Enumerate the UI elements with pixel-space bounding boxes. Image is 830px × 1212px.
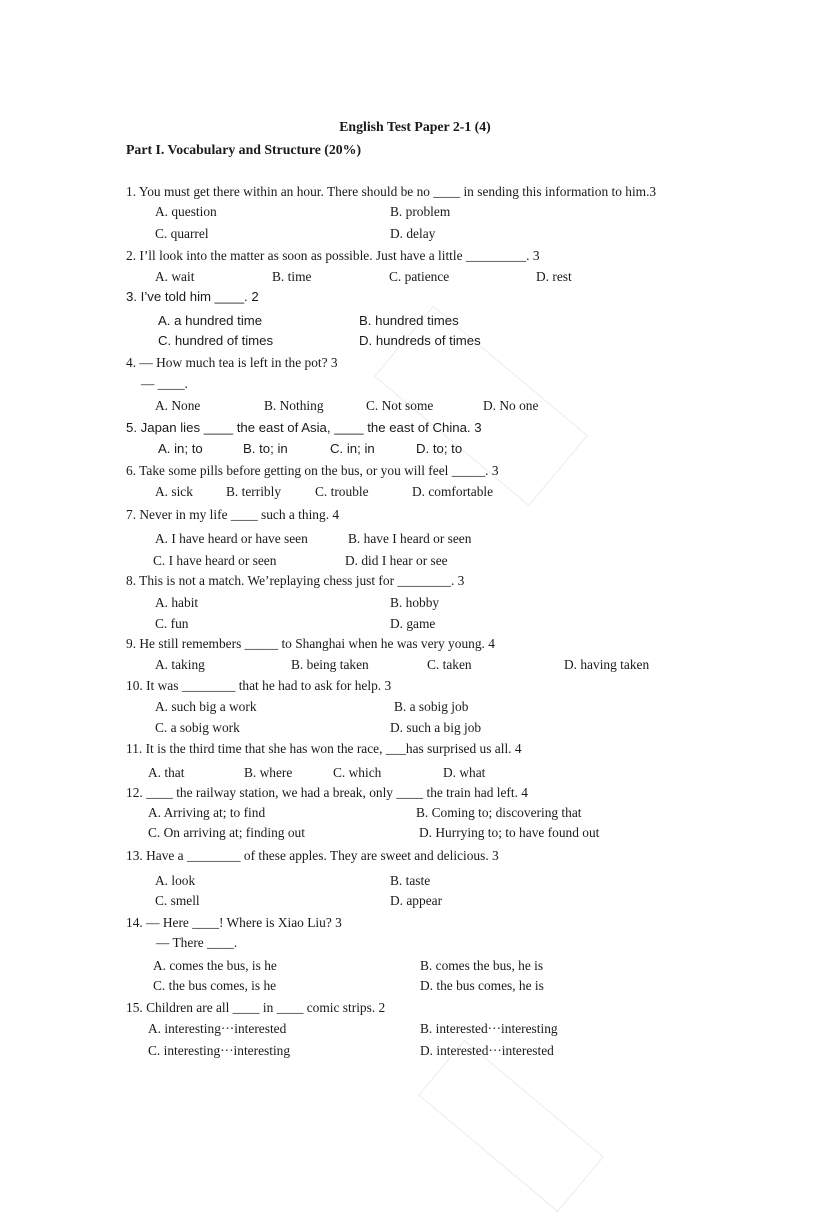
option-a[interactable]: A. interesting···interested	[148, 1021, 287, 1036]
option-b[interactable]: B. to; in	[243, 441, 288, 456]
section-heading: Part I. Vocabulary and Structure (20%)	[126, 142, 362, 157]
option-a[interactable]: A. sick	[155, 484, 193, 499]
option-c[interactable]: C. interesting···interesting	[148, 1043, 291, 1058]
option-d[interactable]: D. the bus comes, he is	[420, 978, 544, 993]
question-stem: 13. Have a ________ of these apples. They are sweet and delicious. 3	[126, 848, 499, 863]
option-a[interactable]: A. habit	[155, 595, 199, 610]
question-stem: 15. Children are all ____ in ____ comic strips. 2	[126, 1000, 386, 1015]
option-c[interactable]: C. Not some	[366, 398, 434, 413]
option-d[interactable]: D. Hurrying to; to have found out	[419, 825, 600, 840]
question-stem: 6. Take some pills before getting on the bus, or you will feel _____. 3	[126, 463, 499, 478]
option-c[interactable]: C. the bus comes, is he	[153, 978, 277, 993]
option-a[interactable]: A. such big a work	[155, 699, 257, 714]
option-b[interactable]: B. interested···interesting	[420, 1021, 558, 1036]
option-c[interactable]: C. On arriving at; finding out	[148, 825, 305, 840]
option-d[interactable]: D. having taken	[564, 657, 650, 672]
question-stem: 2. I’ll look into the matter as soon as possible. Just have a little _________. 3	[126, 248, 540, 263]
option-c[interactable]: C. trouble	[315, 484, 369, 499]
option-d[interactable]: D. game	[390, 616, 436, 631]
option-b[interactable]: B. being taken	[291, 657, 369, 672]
option-c[interactable]: C. a sobig work	[155, 720, 240, 735]
option-c[interactable]: C. which	[333, 765, 382, 780]
question-stem: 12. ____ the railway station, we had a break, only ____ the train had left. 4	[126, 785, 528, 800]
option-c[interactable]: C. I have heard or seen	[153, 553, 277, 568]
question-stem: 9. He still remembers _____ to Shanghai when he was very young. 4	[126, 636, 495, 651]
option-b[interactable]: B. time	[272, 269, 312, 284]
option-a[interactable]: A. comes the bus, is he	[153, 958, 277, 973]
option-a[interactable]: A. Arriving at; to find	[148, 805, 266, 820]
option-d[interactable]: D. appear	[390, 893, 443, 908]
option-b[interactable]: B. Nothing	[264, 398, 324, 413]
option-b[interactable]: B. Coming to; discovering that	[416, 805, 582, 820]
option-c[interactable]: C. patience	[389, 269, 450, 284]
question-stem-reply: — ____.	[141, 376, 188, 391]
option-d[interactable]: D. interested···interested	[420, 1043, 554, 1058]
question-stem: 7. Never in my life ____ such a thing. 4	[126, 507, 340, 522]
option-b[interactable]: B. have I heard or seen	[348, 531, 472, 546]
option-a[interactable]: A. a hundred time	[158, 313, 263, 328]
question-stem: 10. It was ________ that he had to ask for help. 3	[126, 678, 392, 693]
option-a[interactable]: A. taking	[155, 657, 205, 672]
option-d[interactable]: D. hundreds of times	[359, 333, 481, 348]
option-b[interactable]: B. hobby	[390, 595, 440, 610]
page-title: English Test Paper 2-1 (4)	[339, 119, 491, 134]
option-b[interactable]: B. problem	[390, 204, 451, 219]
option-b[interactable]: B. hundred times	[359, 313, 459, 328]
option-b[interactable]: B. taste	[390, 873, 431, 888]
option-b[interactable]: B. where	[244, 765, 293, 780]
option-c[interactable]: C. hundred of times	[158, 333, 274, 348]
option-d[interactable]: D. rest	[536, 269, 572, 284]
option-d[interactable]: D. did I hear or see	[345, 553, 448, 568]
question-stem: 3. I’ve told him ____. 2	[126, 289, 259, 304]
option-b[interactable]: B. a sobig job	[394, 699, 469, 714]
option-d[interactable]: D. delay	[390, 226, 436, 241]
option-a[interactable]: A. None	[155, 398, 201, 413]
option-b[interactable]: B. terribly	[226, 484, 282, 499]
question-stem: 5. Japan lies ____ the east of Asia, ____ the east of China. 3	[126, 420, 482, 435]
option-b[interactable]: B. comes the bus, he is	[420, 958, 544, 973]
option-d[interactable]: D. such a big job	[390, 720, 482, 735]
option-c[interactable]: C. taken	[427, 657, 472, 672]
option-a[interactable]: A. in; to	[158, 441, 203, 456]
question-stem: 8. This is not a match. We’replaying chess just for ________. 3	[126, 573, 465, 588]
question-stem: 1. You must get there within an hour. There should be no ____ in sending this information to him.3	[126, 184, 657, 199]
option-a[interactable]: A. I have heard or have seen	[155, 531, 308, 546]
option-d[interactable]: D. No one	[483, 398, 539, 413]
option-c[interactable]: C. in; in	[330, 441, 375, 456]
option-d[interactable]: D. to; to	[416, 441, 463, 456]
option-d[interactable]: D. comfortable	[412, 484, 494, 499]
option-a[interactable]: A. look	[155, 873, 196, 888]
option-d[interactable]: D. what	[443, 765, 486, 780]
option-a[interactable]: A. wait	[155, 269, 195, 284]
option-c[interactable]: C. smell	[155, 893, 200, 908]
question-stem: 14. — Here ____! Where is Xiao Liu? 3	[126, 915, 342, 930]
question-stem-reply: — There ____.	[156, 935, 238, 950]
option-a[interactable]: A. question	[155, 204, 217, 219]
option-a[interactable]: A. that	[148, 765, 185, 780]
option-c[interactable]: C. fun	[155, 616, 189, 631]
question-stem: 4. — How much tea is left in the pot? 3	[126, 355, 338, 370]
question-stem: 11. It is the third time that she has won the race, ___has surprised us all. 4	[126, 741, 522, 756]
option-c[interactable]: C. quarrel	[155, 226, 209, 241]
